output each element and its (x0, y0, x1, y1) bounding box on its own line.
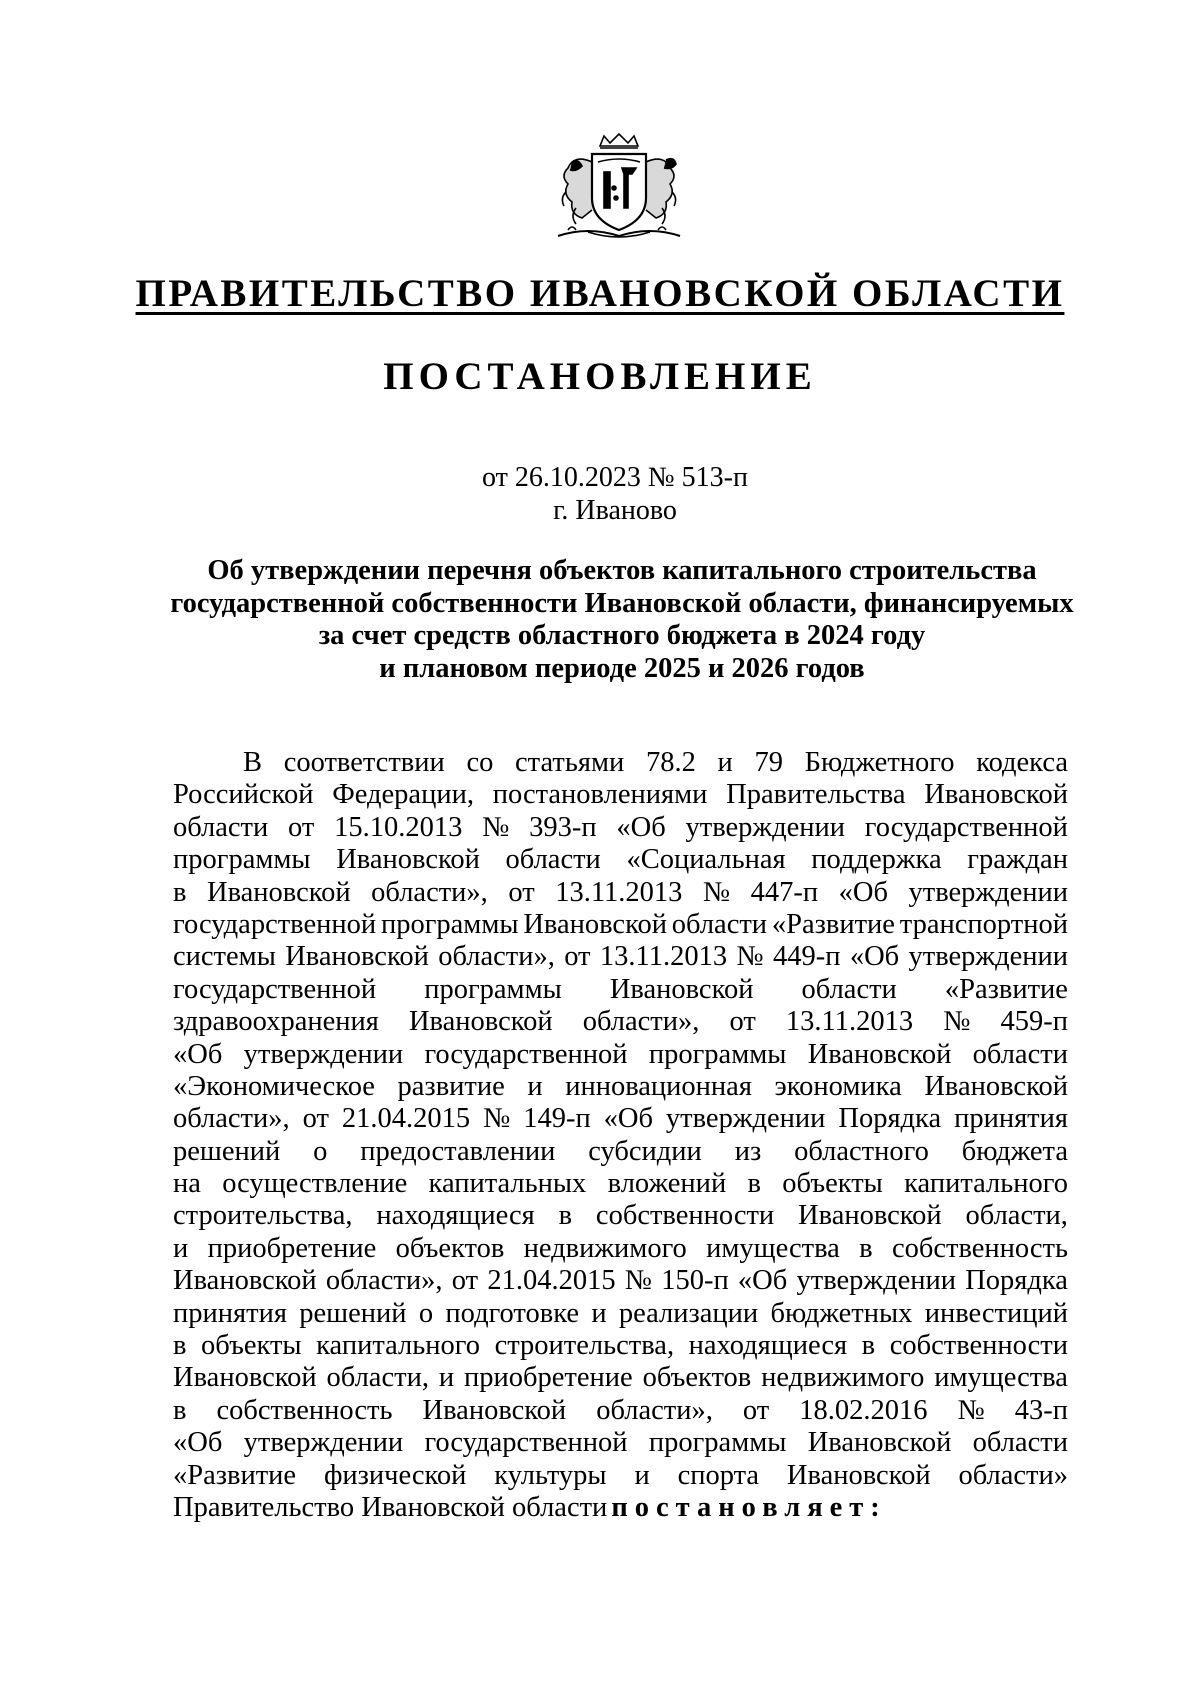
body-word: государственной (864, 811, 1068, 843)
body-word: «Социальная (626, 844, 786, 876)
body-word: принятия (954, 1103, 1068, 1135)
body-line (173, 1071, 1068, 1103)
body-final-text: Правительство Ивановской области (173, 1491, 608, 1523)
body-word: утверждении (908, 876, 1068, 908)
body-word: № (943, 1006, 971, 1038)
body-word: постановлениями (492, 779, 708, 811)
body-word: капитальных (428, 1168, 587, 1200)
body-line (173, 844, 1068, 876)
body-word: 13.11.2013 (785, 1006, 914, 1038)
body-word: 449-п (772, 941, 841, 973)
body-word: от (729, 1006, 756, 1038)
body-word: области», (582, 1006, 700, 1038)
body-word: области», (596, 1394, 713, 1426)
body-word: собственность (891, 1232, 1068, 1264)
body-line (173, 747, 1068, 779)
body-word: области (505, 844, 601, 876)
body-word: 18.02.2016 (799, 1394, 928, 1426)
body-word: области (972, 1427, 1068, 1459)
body-word: «Об (737, 1265, 788, 1297)
body-word: Правительства (726, 779, 906, 811)
body-word: области», (325, 1265, 443, 1297)
body-word: собственности (595, 1200, 775, 1232)
body-line (173, 812, 1068, 844)
body-word: от (742, 1394, 770, 1426)
body-word: бюджетных (770, 1297, 913, 1329)
body-word: «Об (838, 876, 888, 908)
body-line (173, 1427, 1068, 1459)
body-word: в (558, 1200, 573, 1232)
body-word: области (173, 811, 269, 843)
body-word: Ивановской (807, 1427, 952, 1459)
body-word: строительства, (494, 1330, 675, 1362)
title-line: и плановом периоде 2025 и 2026 годов (379, 652, 865, 684)
body-word: развитие (397, 1070, 505, 1102)
organization-name: ПРАВИТЕЛЬСТВО ИВАНОВСКОЙ ОБЛАСТИ (135, 272, 1065, 315)
body-word: находящиеся (688, 1330, 848, 1362)
body-word: В (243, 747, 263, 778)
body-word: Бюджетного (804, 747, 955, 778)
body-word: капитального (904, 1168, 1068, 1200)
body-word: статьями (515, 747, 625, 778)
body-line (173, 1233, 1068, 1265)
body-line (173, 1039, 1068, 1071)
body-word: программы (173, 844, 311, 876)
body-word: № (482, 811, 510, 843)
body-word: Порядка (965, 1265, 1068, 1297)
body-word: решений (173, 1135, 281, 1167)
body-word: Ивановской (422, 1394, 567, 1426)
document-title (160, 555, 1084, 685)
body-word: в (747, 1168, 761, 1200)
body-word: недвижимого (761, 1362, 925, 1394)
body-word: экономика (774, 1070, 902, 1102)
body-word: 149-п (523, 1103, 591, 1135)
body-line (173, 779, 1068, 811)
body-word: Ивановской (408, 1006, 553, 1038)
document-body (173, 747, 1068, 1524)
body-word: 459-п (1000, 1006, 1068, 1038)
body-line (173, 1362, 1068, 1394)
body-line (173, 1168, 1068, 1200)
body-word: из (734, 1135, 762, 1167)
body-word: государственной (173, 908, 377, 940)
body-word: Российской (173, 779, 314, 811)
body-word: инвестиций (924, 1297, 1068, 1329)
body-word: физической (323, 1459, 467, 1491)
body-word: № (483, 1103, 511, 1135)
body-word: инновационная (565, 1070, 752, 1102)
body-word: поддержка (811, 844, 942, 876)
body-line (173, 1395, 1068, 1427)
body-word: граждан (967, 844, 1068, 876)
body-word: № (957, 1394, 985, 1426)
body-word: «Экономическое (173, 1070, 375, 1102)
body-word: государственной (424, 1038, 628, 1070)
body-word: в (173, 1330, 187, 1362)
body-final-line (173, 1492, 1068, 1524)
body-word: «Об (603, 1103, 653, 1135)
body-word: государственной (173, 973, 377, 1005)
body-word: № (624, 1265, 652, 1297)
body-word: утверждении (685, 811, 846, 843)
body-word: вложений (607, 1168, 727, 1200)
document-date-number: от 26.10.2023 № 513-п (482, 462, 748, 493)
body-word: 43-п (1014, 1394, 1068, 1426)
body-line (173, 941, 1068, 973)
body-word: о (418, 1297, 434, 1329)
body-word: области (801, 973, 897, 1005)
body-word: области», (438, 941, 555, 973)
body-word: имущества (706, 1232, 840, 1264)
body-word: утверждении (243, 1427, 404, 1459)
body-word: спорта (677, 1459, 760, 1491)
body-word: утверждении (665, 1103, 826, 1135)
body-word: субсидии (588, 1135, 702, 1167)
body-word: № (702, 876, 731, 908)
body-word: реализации (618, 1297, 759, 1329)
body-word: в (861, 1330, 876, 1362)
body-word: программы (648, 1427, 787, 1459)
body-word: кодекса (976, 747, 1068, 778)
body-word: предоставлении (360, 1135, 556, 1167)
body-word: и (527, 1070, 543, 1102)
body-word: бюджета (961, 1135, 1068, 1167)
body-word: в (173, 876, 187, 908)
body-word: 21.04.2015 (487, 1265, 616, 1297)
body-word: собственность (216, 1394, 393, 1426)
body-word: Ивановской (523, 908, 667, 940)
document-type: ПОСТАНОВЛЕНИЕ (383, 355, 817, 398)
body-line (173, 1330, 1068, 1362)
body-word: от (451, 1265, 479, 1297)
body-word: Ивановской (807, 1038, 952, 1070)
body-word: Ивановской (173, 1362, 317, 1394)
body-word: Ивановской (173, 1265, 317, 1297)
body-word: 79 (754, 747, 783, 778)
body-word: Ивановской (924, 779, 1068, 811)
body-word: осуществление (222, 1168, 408, 1200)
coat-of-arms-icon (548, 132, 690, 244)
body-word: объекты (782, 1168, 883, 1200)
body-word: от (302, 1103, 329, 1135)
body-word: транспортной (899, 908, 1068, 940)
body-word: системы (173, 941, 276, 973)
body-word: «Об (849, 941, 900, 973)
body-final-emphasis: постановляет: (611, 1491, 887, 1523)
body-word: принятия (173, 1297, 287, 1329)
body-word: 13.11.2013 (599, 941, 728, 973)
body-word: № (736, 941, 764, 973)
body-word: на (173, 1168, 201, 1200)
body-line (173, 1460, 1068, 1492)
body-line (173, 974, 1068, 1006)
body-word: утверждении (243, 1038, 404, 1070)
body-word: собственности (889, 1330, 1068, 1362)
body-word: культуры (494, 1459, 607, 1491)
title-line: за счет средств областного бюджета в 2024 году (318, 620, 926, 651)
body-line (173, 1265, 1068, 1297)
body-word: области (671, 908, 768, 940)
body-word: от (288, 811, 315, 843)
body-word: области, (326, 1362, 429, 1394)
body-word: 15.10.2013 (334, 811, 463, 843)
body-word: Ивановской (336, 844, 480, 876)
document-city: г. Иваново (553, 495, 677, 526)
body-word: 150-п (661, 1265, 729, 1297)
title-line: государственной собственности Ивановской области, финансируемых (170, 587, 1074, 619)
body-word: приобретение (464, 1362, 633, 1394)
body-word: объекты (201, 1330, 302, 1362)
body-word: капитального (316, 1330, 480, 1362)
body-word: подготовке (445, 1297, 579, 1329)
body-word: области, (965, 1200, 1068, 1232)
body-word: государственной (424, 1427, 628, 1459)
body-word: «Развитие (944, 973, 1068, 1005)
body-word: области» (958, 1459, 1068, 1491)
body-word: утверждении (796, 1265, 956, 1297)
body-word: соответствии (283, 747, 445, 778)
body-word: 21.04.2015 (341, 1103, 471, 1135)
body-word: строительства, (173, 1200, 353, 1232)
body-word: областного (794, 1135, 929, 1167)
body-word: Ивановской (924, 1070, 1068, 1102)
body-line (173, 1103, 1068, 1135)
body-word: имущества (934, 1362, 1068, 1394)
body-word: 447-п (750, 876, 819, 908)
body-word: в (173, 1394, 187, 1426)
body-word: и (634, 1459, 650, 1491)
body-word: «Об (173, 1427, 223, 1459)
body-word: программы (424, 973, 562, 1005)
body-word: находящиеся (376, 1200, 535, 1232)
body-word: от (564, 941, 591, 973)
body-word: утверждении (908, 941, 1068, 973)
body-line (173, 1298, 1068, 1330)
body-word: приобретение (207, 1232, 377, 1264)
body-word: программы (648, 1038, 787, 1070)
body-word: 13.11.2013 (555, 876, 683, 908)
body-word: и (438, 1362, 455, 1394)
body-word: и (717, 747, 733, 778)
body-word: объектов (395, 1232, 505, 1264)
body-word: «Об (173, 1038, 223, 1070)
body-line (173, 909, 1068, 941)
body-word: объектов (642, 1362, 752, 1394)
body-line (173, 1006, 1068, 1038)
body-word: «Развитие (771, 908, 895, 940)
body-word: Ивановской (206, 876, 351, 908)
body-line (173, 877, 1068, 909)
body-word: Ивановской (786, 1459, 931, 1491)
body-line (173, 1200, 1068, 1232)
body-word: со (466, 747, 494, 778)
body-word: и (591, 1297, 607, 1329)
body-word: Ивановской (798, 1200, 942, 1232)
body-word: 393-п (529, 811, 597, 843)
body-word: «Развитие (173, 1459, 297, 1491)
body-word: Федерации, (332, 779, 474, 811)
body-word: здравоохранения (173, 1006, 379, 1038)
body-word: Порядка (838, 1103, 942, 1135)
body-word: в (859, 1232, 873, 1264)
body-word: решений (299, 1297, 407, 1329)
body-line (173, 1136, 1068, 1168)
body-word: области», (173, 1103, 290, 1135)
body-word: Ивановской (609, 973, 754, 1005)
body-word: и (173, 1232, 189, 1264)
body-word: 78.2 (645, 747, 696, 778)
body-word: от (508, 876, 535, 908)
body-word: о (313, 1135, 328, 1167)
body-word: программы (380, 908, 519, 940)
body-word: «Об (616, 811, 666, 843)
body-word: области (972, 1038, 1068, 1070)
body-word: недвижимого (523, 1232, 687, 1264)
title-line: Об утверждении перечня объектов капитального строительства (207, 555, 1037, 586)
body-word: Ивановской (285, 941, 429, 973)
body-word: области», (371, 876, 488, 908)
